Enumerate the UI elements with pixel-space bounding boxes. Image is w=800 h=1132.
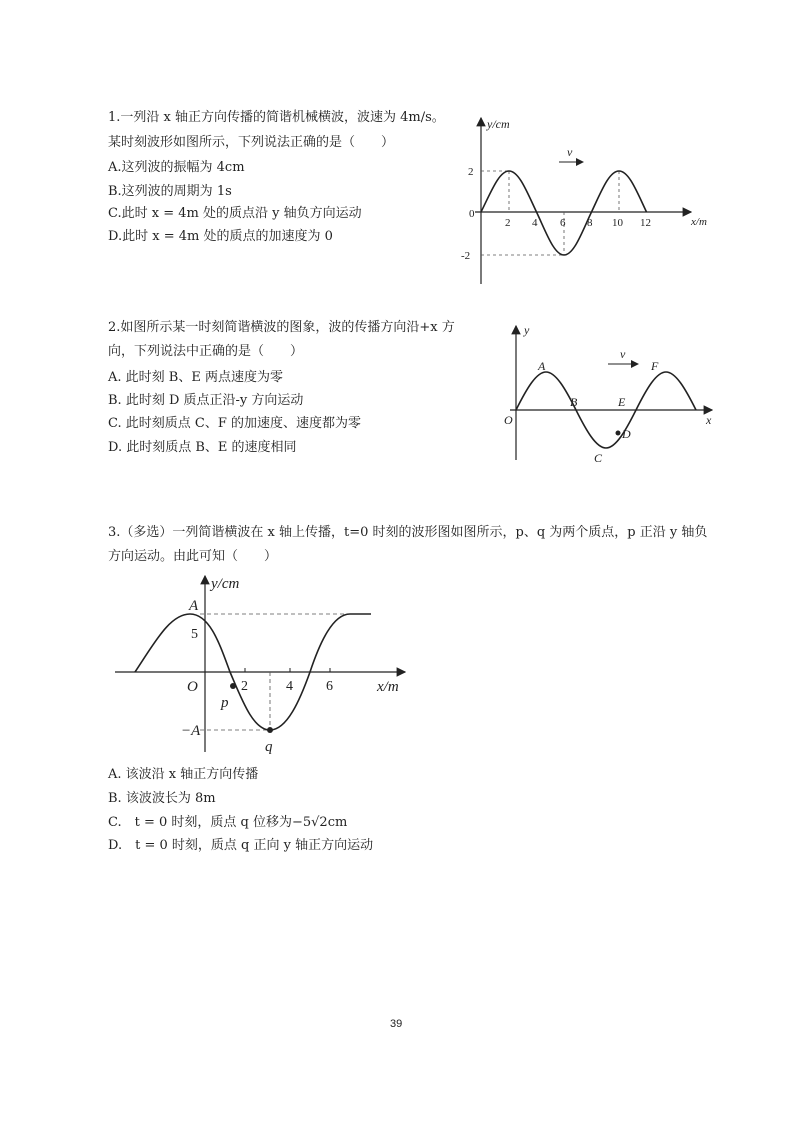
q2-x-label: x — [706, 413, 712, 427]
q3-x-label: x/m — [377, 679, 399, 695]
q3-origin-label: O — [187, 679, 198, 695]
q1-y-tick-2: 2 — [468, 166, 474, 178]
q1-x-tick-6: 6 — [560, 217, 566, 229]
q3-option-b: B. 该波波长为 8m — [108, 791, 216, 806]
q1-option-a: A.这列波的振幅为 4cm — [108, 160, 245, 175]
q2-point-d-dot — [616, 431, 621, 436]
q1-x-tick-2: 2 — [505, 217, 511, 229]
q2-point-a: A — [538, 359, 546, 373]
q1-option-b: B.这列波的周期为 1s — [108, 184, 232, 199]
q3-stem-line-1: 3.（多选）一列简谐横波在 x 轴上传播，t=0 时刻的波形图如图所示，p、q 为两个质点，p 正沿 y 轴负 — [108, 525, 708, 540]
page-number: 39 — [390, 1018, 403, 1030]
q3-option-c: C. t = 0 时刻，质点 q 位移为−5√2cm — [108, 815, 348, 830]
q2-stem-line-1: 2.如图所示某一时刻简谐横波的图象，波的传播方向沿+x 方 — [108, 320, 455, 335]
q2-point-e: E — [618, 395, 626, 409]
q2-origin-label: O — [504, 413, 513, 427]
q3-amp-top-label: A — [189, 598, 199, 614]
q2-option-a: A. 此时刻 B、E 两点速度为零 — [108, 370, 283, 385]
q2-point-d: D — [622, 427, 631, 441]
q3-y-label: y/cm — [211, 576, 240, 592]
q3-point-p-label: p — [221, 695, 229, 711]
q1-y-tick-neg2: -2 — [461, 250, 471, 262]
q2-point-c: C — [594, 451, 603, 465]
q1-x-tick-10: 10 — [612, 217, 623, 229]
q1-option-c: C.此时 x = 4m 处的质点沿 y 轴负方向运动 — [108, 206, 362, 221]
q3-option-a: A. 该波沿 x 轴正方向传播 — [108, 767, 259, 782]
q1-x-tick-8: 8 — [587, 217, 593, 229]
q2-option-d: D. 此时刻质点 B、E 的速度相同 — [108, 440, 297, 455]
q2-option-b: B. 此时刻 D 质点正沿-y 方向运动 — [108, 393, 304, 408]
q2-y-label: y — [524, 323, 530, 337]
q3-x-tick-2: 2 — [241, 679, 248, 694]
q1-x-tick-4: 4 — [532, 217, 538, 229]
q3-stem-line-2: 方向运动。由此可知（ ） — [108, 549, 278, 564]
q1-stem-line-1: 1.一列沿 x 轴正方向传播的简谐机械横波，波速为 4m/s。 — [108, 110, 445, 125]
q1-x-tick-12: 12 — [640, 217, 651, 229]
q1-stem-line-2: 某时刻波形如图所示，下列说法正确的是（ ） — [108, 135, 395, 150]
q3-point-q-label: q — [265, 739, 273, 755]
q1-y-tick-0: 0 — [469, 208, 475, 220]
q1-wave-figure — [455, 112, 725, 290]
q3-point-p-dot — [230, 683, 236, 689]
q2-stem-line-2: 向，下列说法中正确的是（ ） — [108, 344, 304, 359]
q3-point-q-dot — [267, 727, 273, 733]
q1-option-d: D.此时 x = 4m 处的质点的加速度为 0 — [108, 229, 333, 244]
q2-option-c: C. 此时刻质点 C、F 的加速度、速度都为零 — [108, 416, 361, 431]
q2-velocity-label: v — [620, 347, 626, 361]
q3-wave-figure — [115, 570, 415, 755]
q3-x-tick-4: 4 — [286, 679, 293, 694]
q3-y-tick-5: 5 — [191, 627, 198, 642]
q3-option-d: D. t = 0 时刻，质点 q 正向 y 轴正方向运动 — [108, 838, 374, 853]
q2-point-f: F — [651, 359, 659, 373]
q2-point-b: B — [570, 395, 578, 409]
q1-x-label: x/m — [691, 216, 707, 228]
q2-wave-figure — [498, 320, 723, 465]
q1-y-label: y/cm — [487, 117, 510, 131]
q3-x-tick-6: 6 — [326, 679, 333, 694]
q1-velocity-label: v — [567, 145, 573, 159]
q3-amp-bottom-label: −A — [181, 723, 201, 739]
